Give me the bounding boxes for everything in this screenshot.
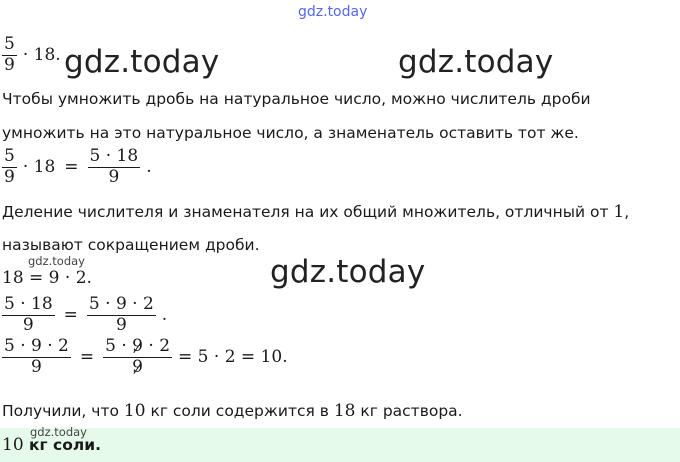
fraction-numerator: 5 · 18 xyxy=(4,294,53,314)
watermark-big-1: gdz.today xyxy=(64,44,220,80)
task-expression xyxy=(2,36,61,75)
watermark-top: gdz.today xyxy=(298,4,368,20)
conclusion-text: Получили, что xyxy=(2,402,124,420)
watermark-big-2: gdz.today xyxy=(398,44,554,80)
answer-text: кг соли. xyxy=(23,436,101,454)
step4-equation xyxy=(2,338,288,377)
fraction-numerator: 5 xyxy=(4,146,15,166)
fraction-denominator: 9 xyxy=(4,166,15,187)
number-10: 10 xyxy=(123,401,146,421)
rule1-line2: умножить на это натуральное число, а знаменатель оставить тот же. xyxy=(2,124,579,142)
watermark-small-2: gdz.today xyxy=(30,425,87,439)
fraction-numerator: 5 · 18 xyxy=(89,146,139,166)
step2-equation: 18 = 9 · 2. xyxy=(2,268,92,288)
conclusion-text: кг раствора. xyxy=(355,402,463,420)
answer-number: 10 xyxy=(2,435,24,455)
step4-cancel-fraction xyxy=(103,338,172,377)
period: . xyxy=(161,305,168,326)
fraction-denominator: 9 xyxy=(115,314,127,335)
equals-sign: = xyxy=(79,347,95,368)
rule2-comma: , xyxy=(624,203,630,221)
answer-line xyxy=(2,435,101,455)
fraction-numerator: 5 · 9 · 2 xyxy=(88,294,154,314)
fraction-denominator: 9 xyxy=(4,54,15,75)
cancelled-nine: 9 xyxy=(132,336,143,356)
task-fraction xyxy=(2,36,17,75)
rule2-number: 1 xyxy=(613,202,625,222)
conclusion-line xyxy=(2,401,463,421)
watermark-big-3: gdz.today xyxy=(270,254,426,290)
rule1-line1: Чтобы умножить дробь на натуральное число, можно числитель дроби xyxy=(2,90,591,108)
conclusion-text: кг соли содержится в xyxy=(145,402,334,420)
answer-box xyxy=(0,428,680,462)
step1-right-fraction xyxy=(88,148,141,187)
task-tail: · 18. xyxy=(22,45,61,66)
fraction-numerator xyxy=(103,338,172,356)
fraction-denominator xyxy=(130,356,145,377)
step3-left-fraction xyxy=(2,296,55,335)
equals-sign: = xyxy=(63,305,78,326)
cancelled-nine: 9 xyxy=(132,356,143,377)
numerator-part: · 2 xyxy=(142,336,171,356)
fraction-numerator: 5 xyxy=(4,34,15,54)
fraction-denominator: 9 xyxy=(31,356,42,377)
step1-left-fraction xyxy=(2,148,17,187)
fraction-denominator: 9 xyxy=(22,314,34,335)
fraction-denominator: 9 xyxy=(108,166,120,187)
rule2-line1 xyxy=(2,202,629,222)
step1-left-tail: · 18 xyxy=(22,157,56,178)
step3-right-fraction xyxy=(87,296,156,335)
step1-equation xyxy=(2,148,152,187)
period: . xyxy=(146,157,152,178)
step4-tail: = 5 · 2 = 10. xyxy=(178,347,288,368)
watermark-small-1: gdz.today xyxy=(28,254,85,268)
rule2-line2: называют сокращением дроби. xyxy=(2,236,260,254)
equals-sign: = xyxy=(64,157,79,178)
numerator-part: 5 · xyxy=(105,336,133,356)
rule2-line1-text: Деление числителя и знаменателя на их общий множитель, отличный от xyxy=(2,203,614,221)
fraction-numerator: 5 · 9 · 2 xyxy=(4,336,69,356)
step3-equation xyxy=(2,296,167,335)
step4-left-fraction xyxy=(2,338,71,377)
number-18: 18 xyxy=(333,401,356,421)
